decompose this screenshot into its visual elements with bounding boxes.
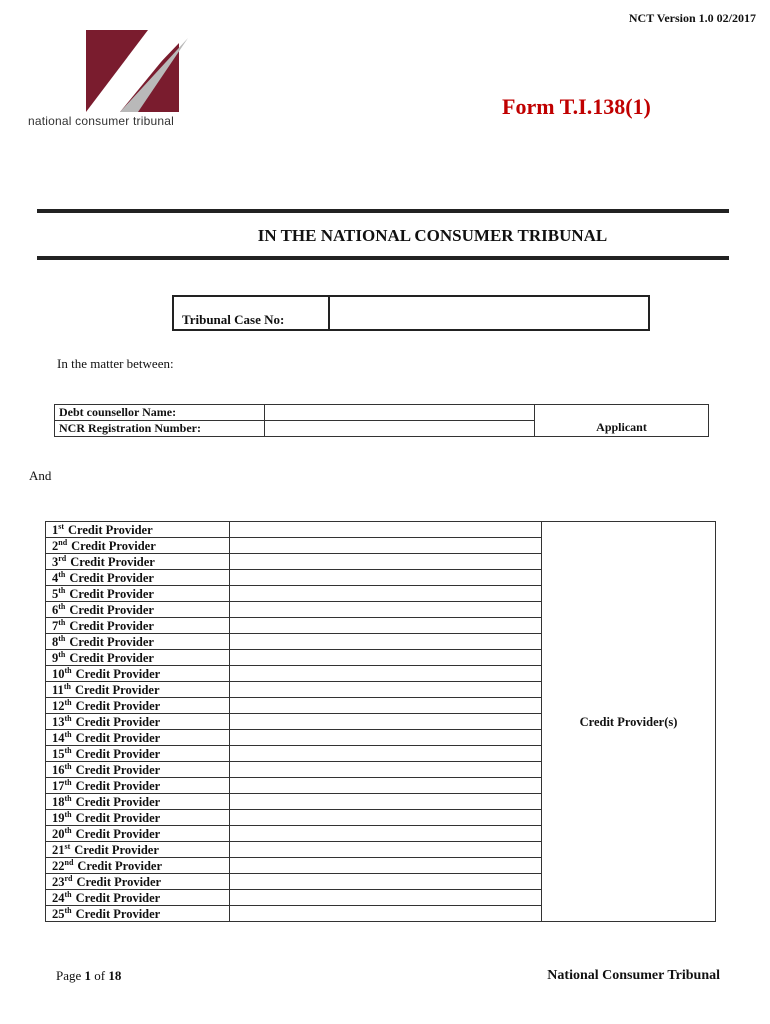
total-pages: 18 [108, 968, 122, 983]
credit-provider-field[interactable] [230, 730, 542, 746]
provider-label-text: Credit Provider [75, 826, 161, 841]
provider-label-text: Credit Provider [75, 810, 161, 825]
provider-ordinal-number: 14 [52, 730, 65, 745]
provider-ordinal-suffix: th [64, 905, 72, 915]
and-text: And [29, 468, 52, 483]
provider-ordinal-number: 21 [52, 842, 65, 857]
case-number-box [172, 295, 650, 331]
provider-ordinal-suffix: th [64, 729, 72, 739]
provider-ordinal-suffix: th [64, 825, 72, 835]
provider-ordinal-suffix: th [58, 633, 66, 643]
provider-label-text: Credit Provider [74, 682, 160, 697]
provider-ordinal-number: 10 [52, 666, 65, 681]
provider-ordinal-suffix: st [64, 841, 71, 851]
provider-label-text: Credit Provider [75, 778, 161, 793]
credit-provider-field[interactable] [230, 634, 542, 650]
page-number [56, 968, 121, 984]
credit-provider-label [46, 762, 230, 778]
provider-ordinal-suffix: nd [58, 537, 68, 547]
provider-ordinal-suffix: rd [64, 873, 73, 883]
provider-ordinal-suffix: rd [58, 553, 67, 563]
provider-ordinal-number: 19 [52, 810, 65, 825]
provider-label-text: Credit Provider [75, 730, 161, 745]
credit-provider-label [46, 538, 230, 554]
credit-provider-field[interactable] [230, 714, 542, 730]
provider-ordinal-number: 18 [52, 794, 65, 809]
provider-ordinal-number: 23 [52, 874, 65, 889]
credit-provider-label [46, 634, 230, 650]
provider-label-text: Credit Provider [75, 746, 161, 761]
provider-ordinal-suffix: th [64, 713, 72, 723]
credit-provider-field[interactable] [230, 810, 542, 826]
provider-ordinal-number: 5 [52, 586, 59, 601]
applicant-role: Applicant [535, 405, 709, 437]
provider-ordinal-number: 22 [52, 858, 65, 873]
provider-ordinal-number: 11 [52, 682, 64, 697]
provider-ordinal-number: 8 [52, 634, 59, 649]
provider-ordinal-suffix: th [64, 777, 72, 787]
credit-provider-label [46, 666, 230, 682]
credit-provider-label [46, 890, 230, 906]
credit-provider-field[interactable] [230, 570, 542, 586]
provider-ordinal-suffix: th [64, 761, 72, 771]
provider-ordinal-number: 16 [52, 762, 65, 777]
current-page: 1 [84, 968, 92, 983]
provider-ordinal-number: 7 [52, 618, 59, 633]
provider-ordinal-number: 20 [52, 826, 65, 841]
debt-counsellor-name-label: Debt counsellor Name: [55, 405, 265, 421]
credit-provider-field[interactable] [230, 858, 542, 874]
provider-label-text: Credit Provider [70, 554, 155, 569]
provider-ordinal-number: 2 [52, 538, 59, 553]
provider-ordinal-number: 17 [52, 778, 65, 793]
provider-label-text: Credit Provider [75, 666, 161, 681]
credit-provider-label [46, 810, 230, 826]
credit-providers-table [45, 521, 716, 922]
credit-provider-label [46, 602, 230, 618]
provider-ordinal-suffix: th [64, 665, 72, 675]
credit-provider-field[interactable] [230, 538, 542, 554]
credit-provider-label [46, 522, 230, 538]
provider-ordinal-suffix: th [58, 617, 66, 627]
bottom-rule [37, 256, 729, 260]
ncr-registration-field[interactable] [265, 421, 535, 437]
provider-ordinal-suffix: th [58, 601, 66, 611]
provider-ordinal-suffix: th [63, 681, 71, 691]
logo-text: national consumer tribunal [28, 114, 174, 128]
provider-ordinal-suffix: th [64, 793, 72, 803]
provider-label-text: Credit Provider [76, 874, 162, 889]
provider-ordinal-suffix: th [64, 745, 72, 755]
credit-provider-label [46, 682, 230, 698]
credit-provider-label [46, 794, 230, 810]
page-prefix: Page [56, 968, 82, 983]
provider-ordinal-number: 6 [52, 602, 59, 617]
provider-ordinal-number: 3 [52, 554, 59, 569]
credit-provider-label [46, 586, 230, 602]
table-row [46, 522, 716, 538]
page-title: IN THE NATIONAL CONSUMER TRIBUNAL [257, 226, 608, 245]
credit-provider-field[interactable] [230, 906, 542, 922]
credit-provider-field[interactable] [230, 698, 542, 714]
provider-ordinal-number: 12 [52, 698, 65, 713]
credit-provider-field[interactable] [230, 778, 542, 794]
provider-label-text: Credit Provider [69, 650, 154, 665]
provider-ordinal-suffix: st [58, 521, 65, 531]
credit-provider-label [46, 650, 230, 666]
provider-label-text: Credit Provider [69, 586, 154, 601]
credit-provider-field[interactable] [230, 842, 542, 858]
credit-provider-label [46, 698, 230, 714]
provider-label-text: Credit Provider [75, 890, 161, 905]
provider-label-text: Credit Provider [69, 634, 154, 649]
provider-ordinal-suffix: th [58, 569, 66, 579]
ncr-registration-label: NCR Registration Number: [55, 421, 265, 437]
credit-provider-label [46, 730, 230, 746]
provider-ordinal-suffix: th [64, 697, 72, 707]
credit-provider-label [46, 874, 230, 890]
provider-label-text: Credit Provider [74, 842, 159, 857]
credit-provider-field[interactable] [230, 746, 542, 762]
credit-provider-label [46, 714, 230, 730]
credit-provider-field[interactable] [230, 682, 542, 698]
credit-provider-label [46, 858, 230, 874]
provider-label-text: Credit Provider [69, 618, 154, 633]
form-number: Form T.I.138(1) [502, 94, 651, 119]
provider-label-text: Credit Provider [68, 522, 153, 537]
credit-provider-field[interactable] [230, 522, 542, 538]
credit-provider-field[interactable] [230, 666, 542, 682]
credit-provider-label [46, 778, 230, 794]
credit-provider-field[interactable] [230, 794, 542, 810]
credit-provider-label [46, 842, 230, 858]
provider-ordinal-suffix: th [58, 649, 66, 659]
provider-ordinal-suffix: th [58, 585, 66, 595]
credit-provider-field[interactable] [230, 890, 542, 906]
provider-ordinal-number: 1 [52, 522, 59, 537]
credit-provider-label [46, 906, 230, 922]
credit-provider-label [46, 618, 230, 634]
case-number-field[interactable] [330, 297, 648, 329]
credit-provider-field[interactable] [230, 650, 542, 666]
provider-ordinal-number: 15 [52, 746, 65, 761]
top-rule [37, 209, 729, 213]
provider-label-text: Credit Provider [69, 570, 154, 585]
provider-label-text: Credit Provider [77, 858, 162, 873]
debt-counsellor-name-field[interactable] [265, 405, 535, 421]
credit-provider-label [46, 554, 230, 570]
provider-label-text: Credit Provider [75, 906, 161, 921]
provider-label-text: Credit Provider [69, 602, 154, 617]
credit-provider-label [46, 570, 230, 586]
credit-provider-field[interactable] [230, 826, 542, 842]
credit-provider-label [46, 826, 230, 842]
provider-ordinal-suffix: th [64, 889, 72, 899]
provider-ordinal-number: 4 [52, 570, 59, 585]
credit-providers-role: Credit Provider(s) [542, 522, 716, 922]
applicant-table [54, 404, 709, 437]
provider-ordinal-suffix: nd [64, 857, 74, 867]
provider-ordinal-number: 25 [52, 906, 65, 921]
footer-organisation: National Consumer Tribunal [547, 968, 720, 983]
provider-ordinal-number: 24 [52, 890, 65, 905]
credit-provider-field[interactable] [230, 618, 542, 634]
case-number-label: Tribunal Case No: [174, 297, 330, 329]
provider-ordinal-number: 13 [52, 714, 65, 729]
credit-provider-label [46, 746, 230, 762]
provider-label-text: Credit Provider [75, 762, 161, 777]
version-label: NCT Version 1.0 02/2017 [628, 11, 756, 25]
matter-text: In the matter between: [57, 356, 174, 371]
provider-label-text: Credit Provider [71, 538, 156, 553]
provider-ordinal-suffix: th [64, 809, 72, 819]
page-of: of [94, 968, 106, 983]
credit-provider-field[interactable] [230, 762, 542, 778]
provider-ordinal-number: 9 [52, 650, 59, 665]
credit-provider-field[interactable] [230, 602, 542, 618]
credit-provider-field[interactable] [230, 874, 542, 890]
credit-provider-field[interactable] [230, 554, 542, 570]
provider-label-text: Credit Provider [75, 794, 161, 809]
provider-label-text: Credit Provider [75, 714, 161, 729]
credit-provider-field[interactable] [230, 586, 542, 602]
provider-label-text: Credit Provider [75, 698, 161, 713]
